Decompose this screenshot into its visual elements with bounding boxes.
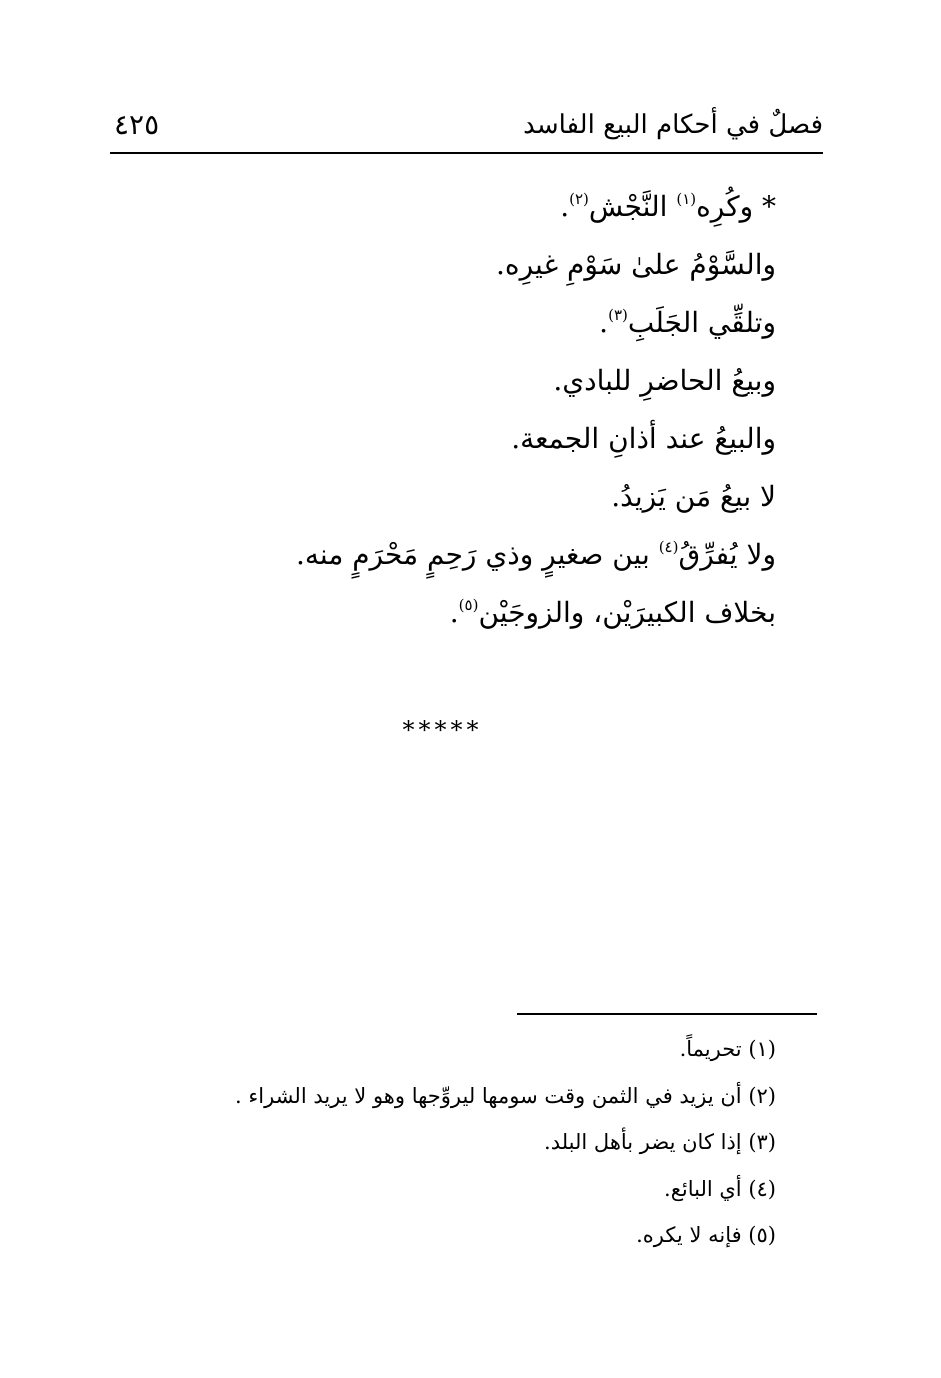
chapter-title: فصلٌ في أحكام البيع الفاسد bbox=[523, 110, 823, 140]
footnote: (٣) إذا كان يضر بأهل البلد. bbox=[544, 1130, 776, 1154]
text-line bbox=[136, 352, 776, 410]
footnote-divider bbox=[517, 1013, 817, 1015]
line-text: والسَّوْمُ علىٰ سَوْمِ غيرِه. bbox=[496, 248, 776, 281]
footnote-marker: (٤) bbox=[658, 538, 679, 556]
page-header bbox=[110, 108, 823, 154]
footnote-marker: (٢) bbox=[569, 190, 589, 208]
line-text: . bbox=[599, 306, 609, 339]
text-line bbox=[136, 294, 776, 352]
text-line bbox=[136, 410, 776, 468]
footnote: (٢) أن يزيد في الثمن وقت سومها ليروِّجها وهو لا يريد الشراء . bbox=[235, 1083, 776, 1108]
line-text: بخلاف الكبيرَيْن، والزوجَيْن bbox=[478, 596, 776, 629]
line-text: . bbox=[449, 596, 459, 629]
page-number: ٤٢٥ bbox=[114, 108, 160, 141]
line-text: بين صغيرٍ وذي رَحِمٍ مَحْرَمٍ منه. bbox=[295, 538, 659, 571]
footnote: (٥) فإنه لا يكره. bbox=[636, 1223, 776, 1247]
text-line bbox=[136, 584, 776, 642]
line-text: * وكُرِه bbox=[696, 190, 776, 223]
footnote: (١) تحريماً. bbox=[679, 1037, 776, 1061]
text-line bbox=[136, 236, 776, 294]
line-text: ولا يُفرِّقُ bbox=[678, 538, 776, 571]
footnotes bbox=[216, 1028, 776, 1261]
footnote-marker: (٣) bbox=[608, 306, 628, 324]
footnote-marker: (٥) bbox=[458, 596, 479, 614]
line-text: وبيعُ الحاضرِ للبادي. bbox=[553, 364, 776, 397]
footnote: (٤) أي البائع. bbox=[664, 1176, 776, 1201]
text-line bbox=[136, 178, 776, 236]
line-text: لا بيعُ مَن يَزيدُ. bbox=[611, 480, 776, 513]
line-text: النَّجْش bbox=[588, 190, 677, 223]
text-line bbox=[136, 468, 776, 526]
line-text: . bbox=[560, 190, 570, 223]
section-separator: ***** bbox=[402, 716, 483, 744]
line-text: والبيعُ عند أذانِ الجمعة. bbox=[511, 422, 776, 455]
footnote-marker: (١) bbox=[676, 190, 697, 208]
text-line bbox=[136, 526, 776, 584]
main-text bbox=[136, 178, 776, 642]
line-text: وتلقِّي الجَلَبِ bbox=[627, 306, 776, 339]
